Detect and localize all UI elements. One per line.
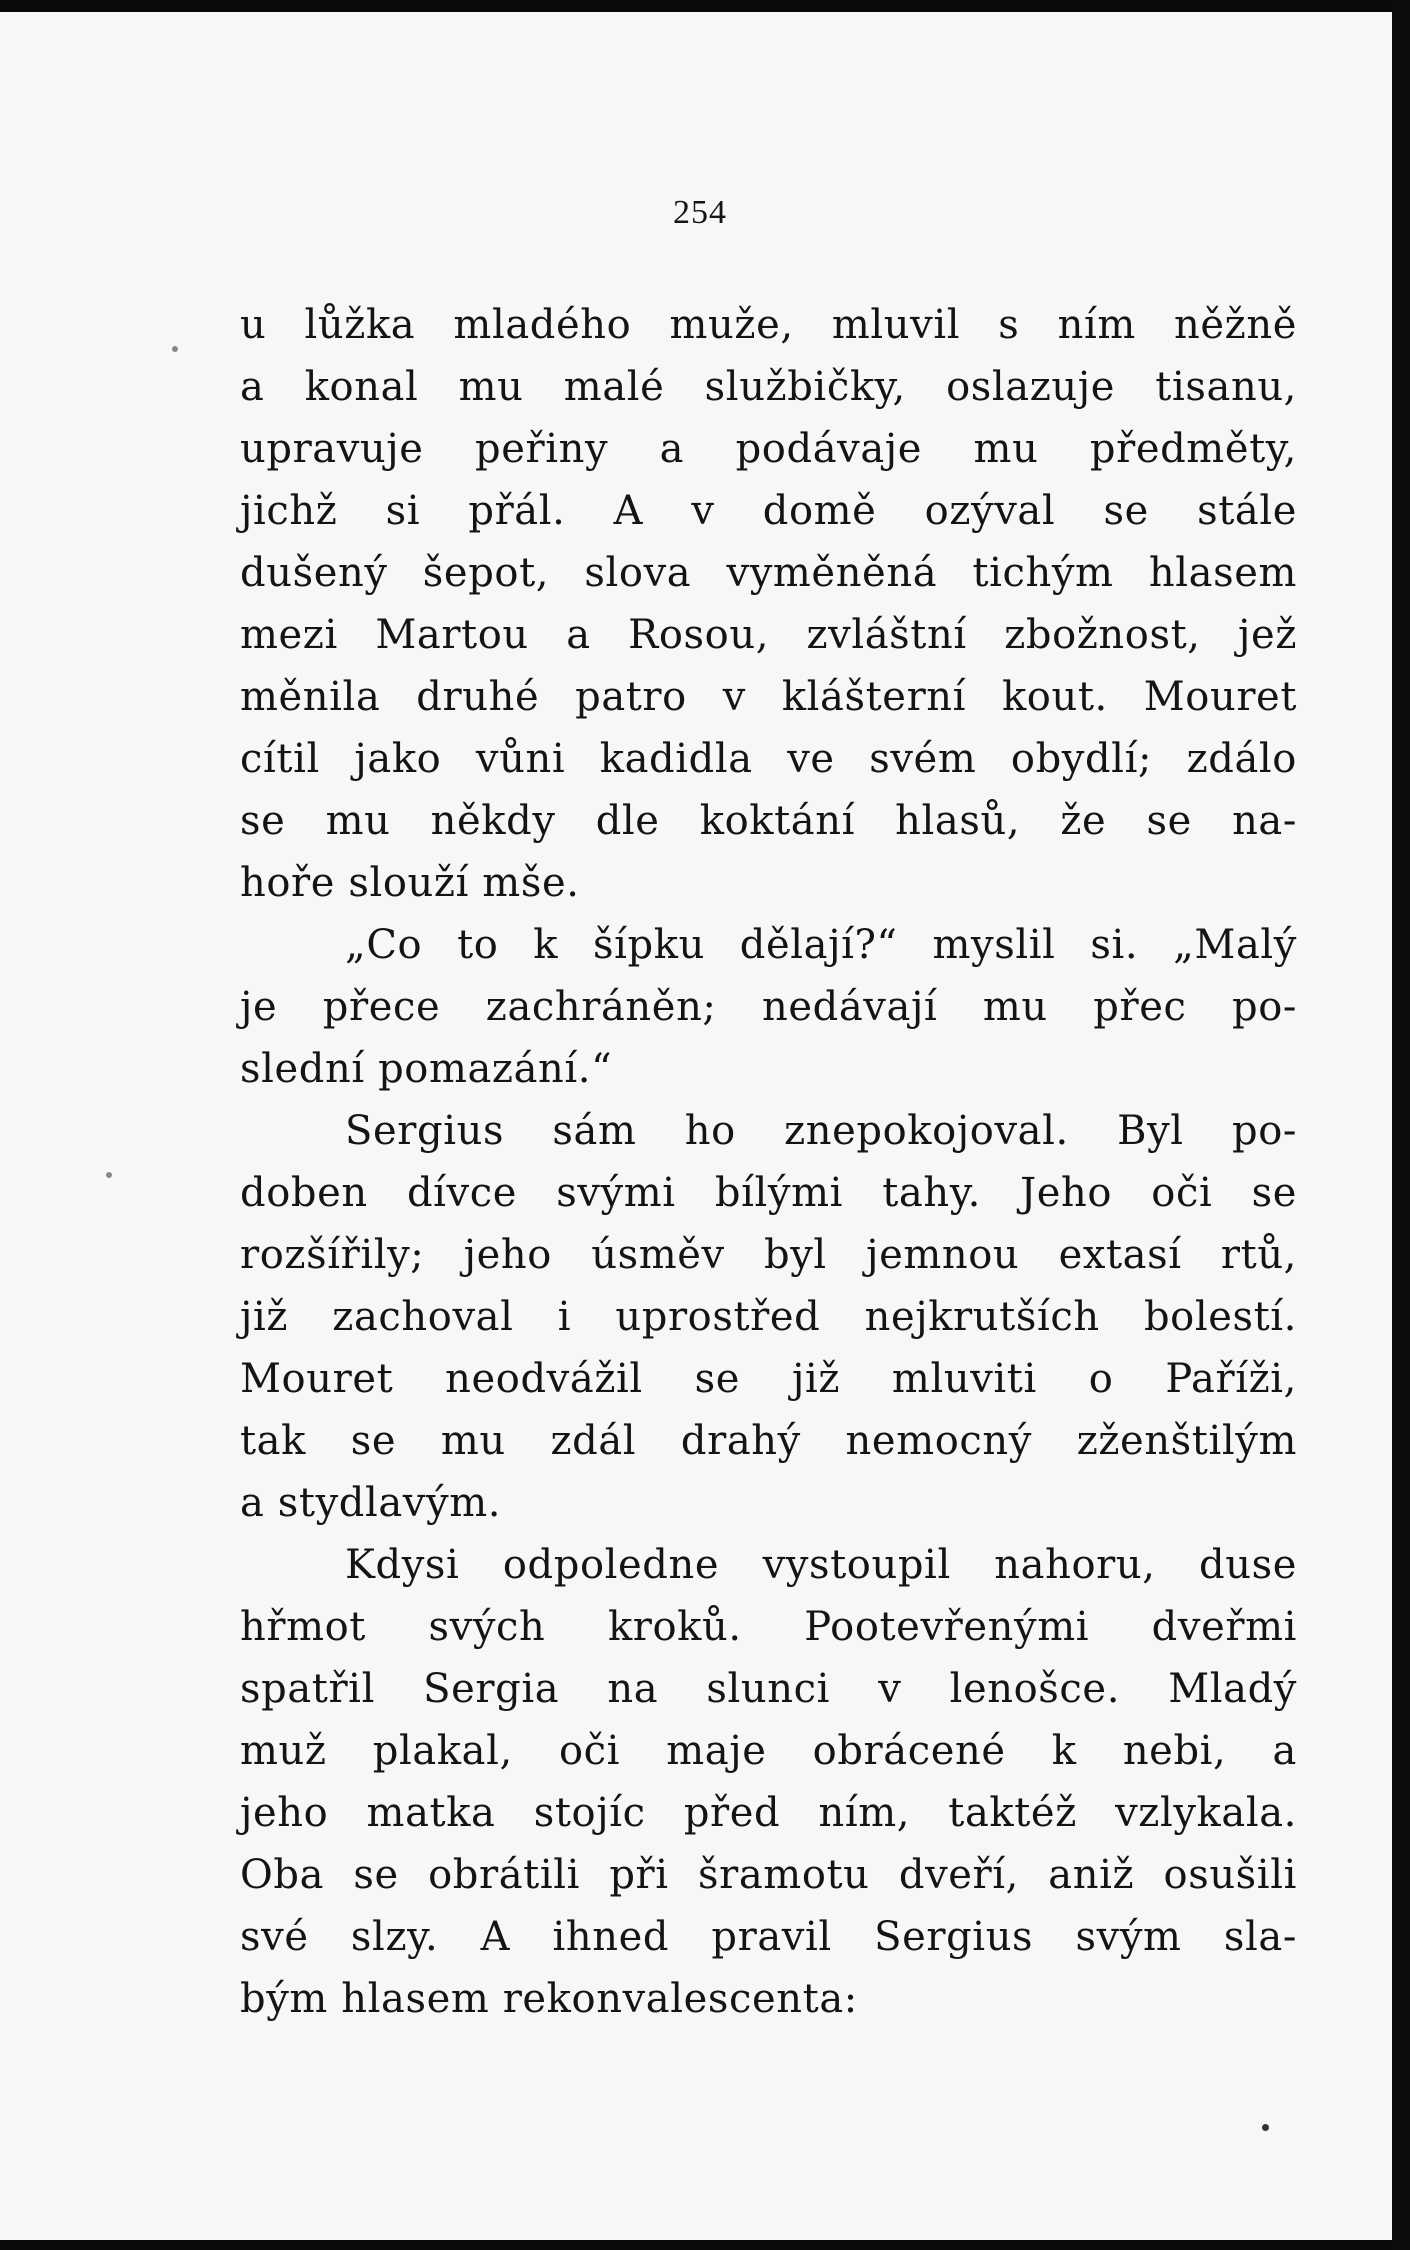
text-line: a stydlavým. — [240, 1480, 502, 1526]
text-line: jeho matka stojíc před ním, taktéž vzlykala. — [240, 1790, 1297, 1836]
text-line: „Co to k šípku dělají?“ myslil si. „Malý — [345, 922, 1297, 968]
text-line: hřmot svých kroků. Pootevřenými dveřmi — [240, 1604, 1297, 1650]
text-line: u lůžka mladého muže, mluvil s ním něžně — [240, 302, 1297, 348]
text-line: cítil jako vůni kadidla ve svém obydlí; zdálo — [240, 736, 1297, 782]
text-line: jichž si přál. A v domě ozýval se stále — [240, 488, 1297, 534]
text-line: své slzy. A ihned pravil Sergius svým sla- — [240, 1914, 1297, 1960]
text-line: Oba se obrátili při šramotu dveří, aniž osušili — [240, 1852, 1297, 1898]
book-page — [0, 12, 1394, 2240]
text-line: dušený šepot, slova vyměněná tichým hlasem — [240, 550, 1297, 596]
text-line: a konal mu malé službičky, oslazuje tisanu, — [240, 364, 1297, 410]
text-line: spatřil Sergia na slunci v lenošce. Mladý — [240, 1666, 1297, 1712]
text-line: měnila druhé patro v klášterní kout. Mouret — [240, 674, 1297, 720]
paper-speck — [1262, 2124, 1269, 2131]
text-line: hoře slouží mše. — [240, 860, 580, 906]
text-line: Sergius sám ho znepokojoval. Byl po- — [345, 1108, 1297, 1154]
text-line: Mouret neodvážil se již mluviti o Paříži, — [240, 1356, 1297, 1402]
text-line: Kdysi odpoledne vystoupil nahoru, duse — [345, 1542, 1297, 1588]
text-line: muž plakal, oči maje obrácené k nebi, a — [240, 1728, 1297, 1774]
paper-speck — [172, 346, 178, 352]
body-text — [240, 294, 1297, 2030]
text-line: tak se mu zdál drahý nemocný zženštilým — [240, 1418, 1297, 1464]
text-line: již zachoval i uprostřed nejkrutších bolestí. — [240, 1294, 1297, 1340]
page-number: 254 — [673, 194, 727, 231]
text-line: je přece zachráněn; nedávají mu přec po- — [240, 984, 1297, 1030]
text-line: rozšířily; jeho úsměv byl jemnou extasí rtů, — [240, 1232, 1297, 1278]
text-line: slední pomazání.“ — [240, 1046, 613, 1092]
text-line: bým hlasem rekonvalescenta: — [240, 1976, 858, 2022]
text-line: upravuje peřiny a podávaje mu předměty, — [240, 426, 1297, 472]
scan-edge — [1392, 0, 1410, 2250]
text-line: doben dívce svými bílými tahy. Jeho oči se — [240, 1170, 1297, 1216]
text-line: se mu někdy dle koktání hlasů, že se na- — [240, 798, 1297, 844]
paper-speck — [106, 1172, 112, 1178]
text-line: mezi Martou a Rosou, zvláštní zbožnost, jež — [240, 612, 1297, 658]
